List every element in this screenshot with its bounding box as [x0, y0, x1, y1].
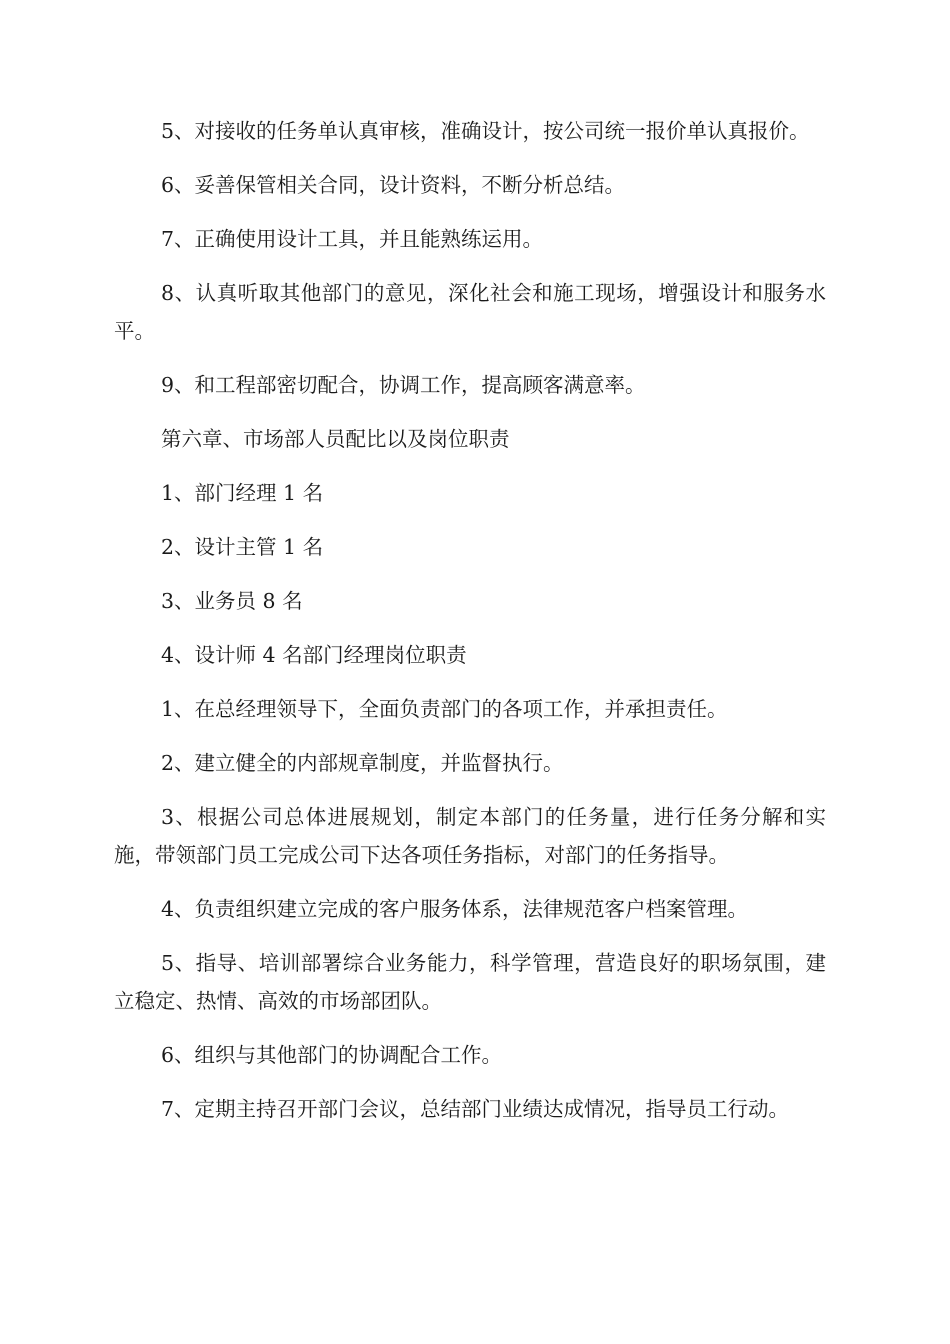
paragraph-design-item-6: 6、妥善保管相关合同，设计资料，不断分析总结。 — [161, 173, 626, 197]
manager-duty-item-7: 7、定期主持召开部门会议，总结部门业绩达成情况，指导员工行动。 — [161, 1097, 790, 1121]
paragraph-design-item-7: 7、正确使用设计工具，并且能熟练运用。 — [161, 227, 544, 251]
manager-duty-item-4: 4、负责组织建立完成的客户服务体系，法律规范客户档案管理。 — [161, 897, 749, 921]
staffing-item-4: 4、设计师 4 名部门经理岗位职责 — [161, 643, 467, 667]
manager-duty-item-1: 1、在总经理领导下，全面负责部门的各项工作，并承担责任。 — [161, 697, 728, 721]
paragraph-design-item-5: 5、对接收的任务单认真审核，准确设计，按公司统一报价单认真报价。 — [161, 119, 810, 143]
paragraph-design-item-8: 8、认真听取其他部门的意见，深化社会和施工现场，增强设计和服务水平。 — [114, 281, 826, 343]
manager-duty-item-3: 3、根据公司总体进展规划，制定本部门的任务量，进行任务分解和实施，带领部门员工完成公司下达各项任务指标，对部门的任务指导。 — [114, 805, 826, 867]
staffing-item-3: 3、业务员 8 名 — [161, 589, 303, 613]
staffing-item-2: 2、设计主管 1 名 — [161, 535, 324, 559]
manager-duty-item-6: 6、组织与其他部门的协调配合工作。 — [161, 1043, 503, 1067]
chapter-six-heading: 第六章、市场部人员配比以及岗位职责 — [161, 427, 510, 451]
manager-duty-item-5: 5、指导、培训部署综合业务能力，科学管理，营造良好的职场氛围，建立稳定、热情、高效的市场部团队。 — [114, 951, 826, 1013]
manager-duty-item-2: 2、建立健全的内部规章制度，并监督执行。 — [161, 751, 564, 775]
paragraph-design-item-9: 9、和工程部密切配合，协调工作，提高顾客满意率。 — [161, 373, 646, 397]
document-body — [114, 112, 826, 1144]
staffing-item-1: 1、部门经理 1 名 — [161, 481, 324, 505]
